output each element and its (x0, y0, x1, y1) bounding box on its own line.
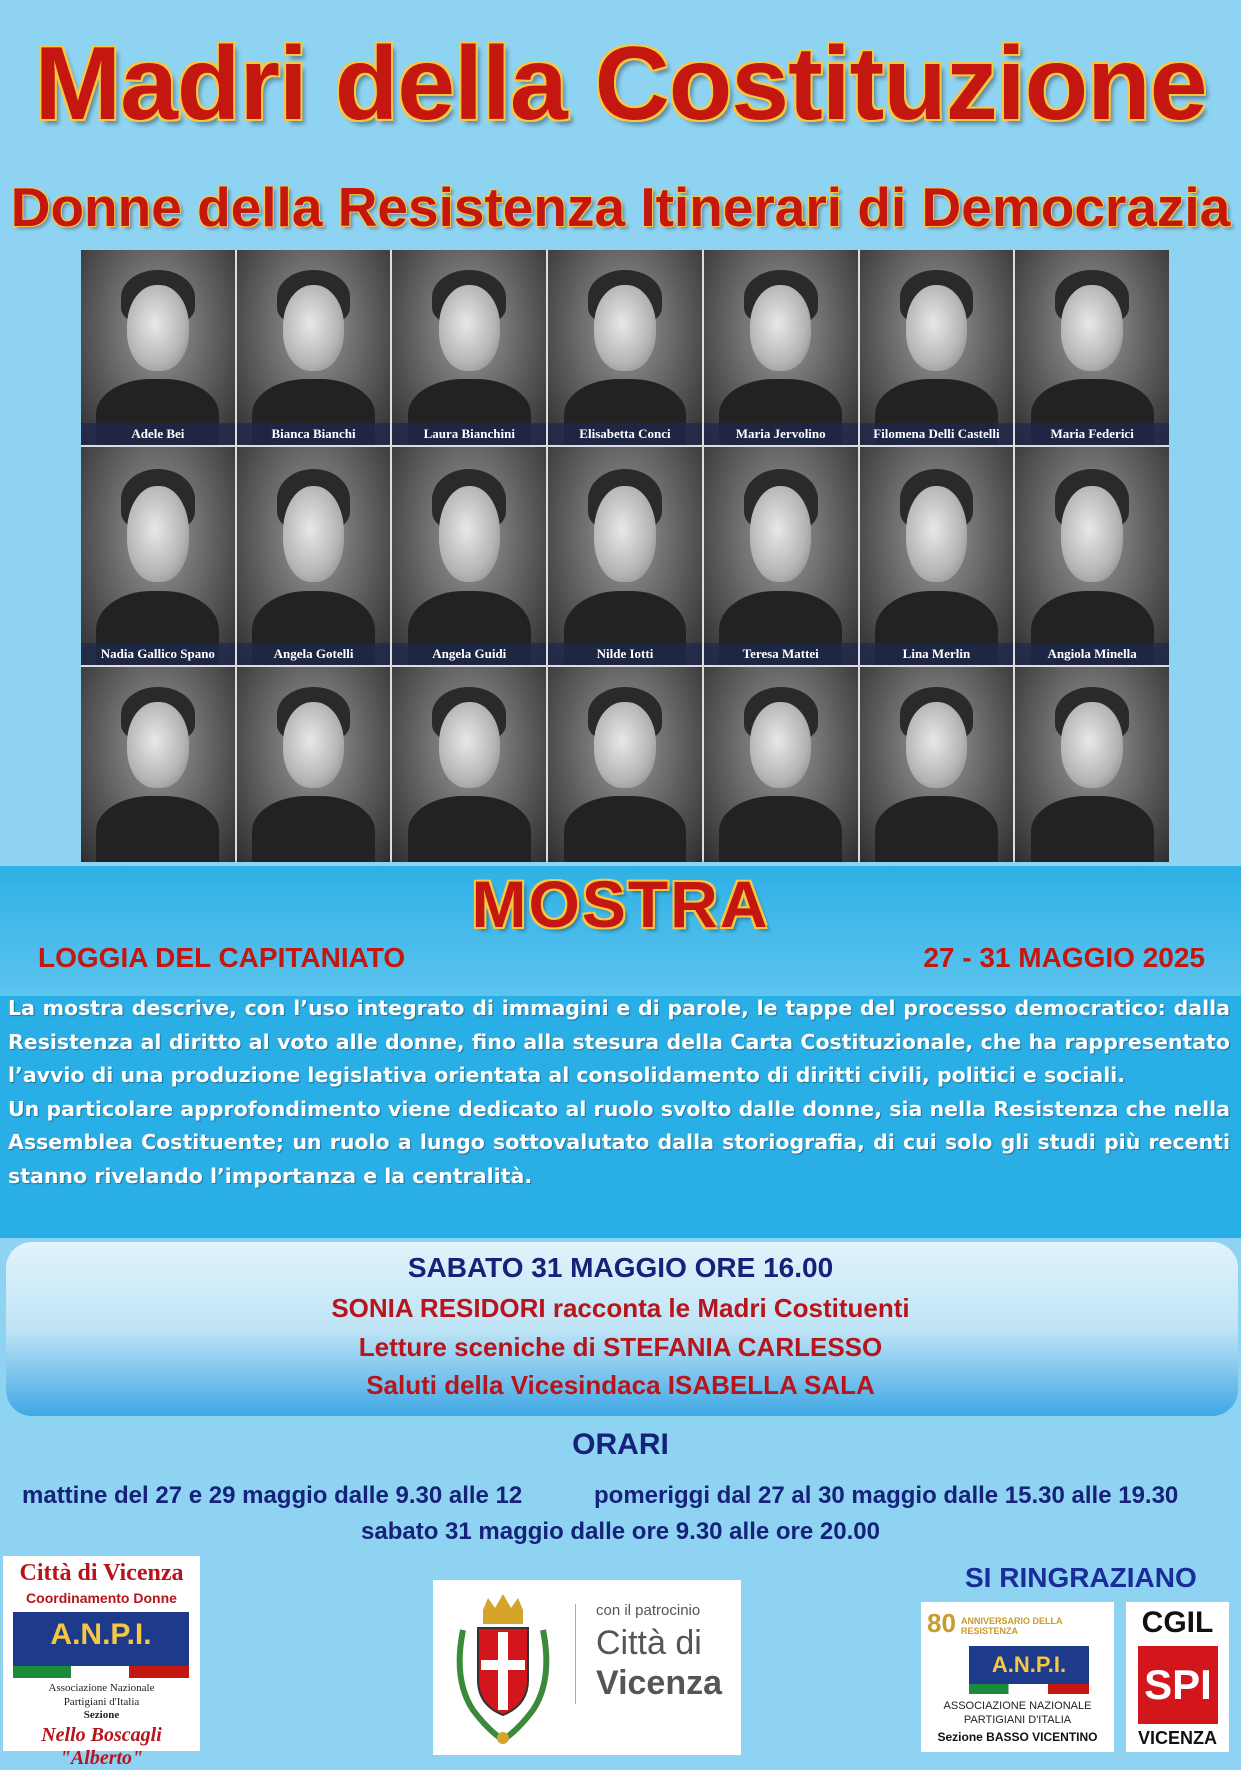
event-line: Letture sceniche di STEFANIA CARLESSO (358, 1332, 883, 1362)
anpi-badge: A.N.P.I. (13, 1612, 189, 1666)
anpi-badge: A.N.P.I. (969, 1646, 1089, 1684)
portrait-face (750, 702, 811, 788)
portrait-face (1061, 285, 1122, 371)
logo-line: ASSOCIAZIONE NAZIONALE (943, 1700, 1092, 1712)
portrait-face (1061, 702, 1122, 788)
portrait-face (439, 486, 500, 582)
portrait-photo (1015, 250, 1169, 445)
portrait-face (1061, 486, 1122, 582)
portrait-face (594, 486, 655, 582)
portrait-caption: Angiola Minella (1015, 643, 1169, 665)
hours-afternoons: pomeriggi dal 27 al 30 maggio dalle 15.30 alle 19.30 (594, 1482, 1179, 1509)
exhibit-dates: 27 - 31 MAGGIO 2025 (923, 942, 1205, 973)
cgil-label: CGIL (1141, 1606, 1214, 1639)
portrait-face (283, 702, 344, 788)
portrait-photo (81, 447, 235, 665)
logo-assoc: Associazione Nazionale (48, 1682, 155, 1694)
portrait-caption: Laura Bianchini (392, 423, 546, 445)
portrait-photo (1015, 667, 1169, 862)
portrait-caption: Lina Merlin (860, 643, 1014, 665)
portrait-photo (392, 667, 546, 862)
portrait-face (906, 486, 967, 582)
logo-subtitle: Coordinamento Donne (26, 1590, 177, 1606)
city-patronage-logo (433, 1580, 741, 1755)
portrait-photo (704, 667, 858, 862)
portrait-face (906, 285, 967, 371)
portrait-caption: Maria Jervolino (704, 423, 858, 445)
poster-title: Madri della Costituzione (34, 26, 1207, 142)
portrait-body (564, 796, 687, 862)
portrait-caption: Maria Federici (1015, 423, 1169, 445)
logo-assoc: Partigiani d'Italia (63, 1696, 140, 1708)
portrait-caption: Filomena Delli Castelli (860, 423, 1014, 445)
hours-saturday: sabato 31 maggio dalle ore 9.30 alle ore 20.00 (361, 1518, 880, 1545)
logo-line: PARTIGIANI D'ITALIA (963, 1714, 1072, 1726)
portrait-caption: Teresa Mattei (704, 643, 858, 665)
portrait-face (283, 285, 344, 371)
portrait-face (439, 285, 500, 371)
logo-signature: Nello Boscagli "Alberto" (41, 1724, 162, 1769)
portrait-face (750, 285, 811, 371)
portrait-face (283, 486, 344, 582)
portrait-face (127, 486, 188, 582)
city-crest-icon (443, 1590, 563, 1750)
exhibit-description (8, 992, 1230, 1193)
portrait-photo (704, 447, 858, 665)
portrait-grid (81, 250, 1169, 860)
patronage-label: con il patrocinio (596, 1602, 701, 1619)
hours-mornings: mattine del 27 e 29 maggio dalle 9.30 alle 12 (22, 1482, 523, 1509)
spi-badge: SPI (1138, 1646, 1218, 1724)
exhibit-venue: LOGGIA DEL CAPITANIATO (38, 942, 406, 973)
description-paragraph: La mostra descrive, con l’uso integrato di immagini e di parole, le tappe del processo democratico: dalla Resistenza al diritto al voto alle donne, fino alla stesura della Carta Costituzionale, che ha rappresentato l’avvio di una produzione legislativa orientata al consolidamento di diritti civili, politici e sociali. (8, 996, 1230, 1087)
city-name: Vicenza (596, 1664, 723, 1702)
portrait-photo (392, 250, 546, 445)
portrait-photo (81, 250, 235, 445)
anpi-basso-vicentino-logo (921, 1602, 1114, 1752)
portrait-face (127, 702, 188, 788)
city-label: Città di (596, 1624, 702, 1662)
italian-flag-icon (13, 1666, 189, 1678)
divider (575, 1604, 576, 1704)
portrait-photo (860, 667, 1014, 862)
anniversary-number: 80 (927, 1608, 956, 1638)
hours-title: ORARI (572, 1428, 669, 1461)
portrait-face (594, 702, 655, 788)
portrait-caption: Nilde Iotti (548, 643, 702, 665)
portrait-photo (237, 447, 391, 665)
event-when: SABATO 31 MAGGIO ORE 16.00 (407, 1252, 834, 1283)
logo-section: Sezione BASSO VICENTINO (937, 1730, 1098, 1744)
portrait-caption: Adele Bei (81, 423, 235, 445)
portrait-body (408, 796, 531, 862)
portrait-face (594, 285, 655, 371)
event-line: SONIA RESIDORI racconta le Madri Costituenti (331, 1293, 910, 1323)
portrait-caption: Nadia Gallico Spano (81, 643, 235, 665)
portrait-caption: Bianca Bianchi (237, 423, 391, 445)
poster-subtitle: Donne della Resistenza Itinerari di Democrazia (10, 176, 1231, 238)
cgil-city: VICENZA (1137, 1728, 1217, 1748)
portrait-face (750, 486, 811, 582)
portrait-photo (548, 250, 702, 445)
event-line: Saluti della Vicesindaca ISABELLA SALA (366, 1370, 875, 1400)
portrait-body (1031, 796, 1154, 862)
portrait-photo (237, 667, 391, 862)
portrait-face (127, 285, 188, 371)
thanks-heading: SI RINGRAZIANO (965, 1562, 1197, 1593)
cgil-spi-logo (1126, 1602, 1229, 1752)
portrait-caption: Angela Guidi (392, 643, 546, 665)
portrait-photo (548, 667, 702, 862)
portrait-caption: Elisabetta Conci (548, 423, 702, 445)
portrait-photo (237, 250, 391, 445)
portrait-photo (704, 250, 858, 445)
portrait-photo (1015, 447, 1169, 665)
logo-title: Città di Vicenza (19, 1560, 184, 1586)
anniversary-label: ANNIVERSARIO DELLA RESISTENZA (961, 1616, 1063, 1636)
portrait-photo (548, 447, 702, 665)
portrait-photo (392, 447, 546, 665)
portrait-body (96, 796, 219, 862)
description-paragraph: Un particolare approfondimento viene dedicato al ruolo svolto dalle donne, sia nella Resistenza che nella Assemblea Costituente; un ruolo a lungo sottovalutato dalla storiografia, di cui solo gli studi più recenti stanno rivelando l’importanza e la centralità. (8, 1096, 1230, 1188)
portrait-body (252, 796, 375, 862)
portrait-body (875, 796, 998, 862)
portrait-face (906, 702, 967, 788)
portrait-photo (860, 447, 1014, 665)
exhibit-label: MOSTRA (471, 867, 770, 941)
portrait-body (719, 796, 842, 862)
portrait-caption: Angela Gotelli (237, 643, 391, 665)
logo-section: Sezione (83, 1709, 120, 1721)
portrait-photo (860, 250, 1014, 445)
portrait-photo (81, 667, 235, 862)
italian-flag-icon (969, 1684, 1089, 1694)
anpi-vicenza-logo (3, 1556, 200, 1769)
portrait-face (439, 702, 500, 788)
